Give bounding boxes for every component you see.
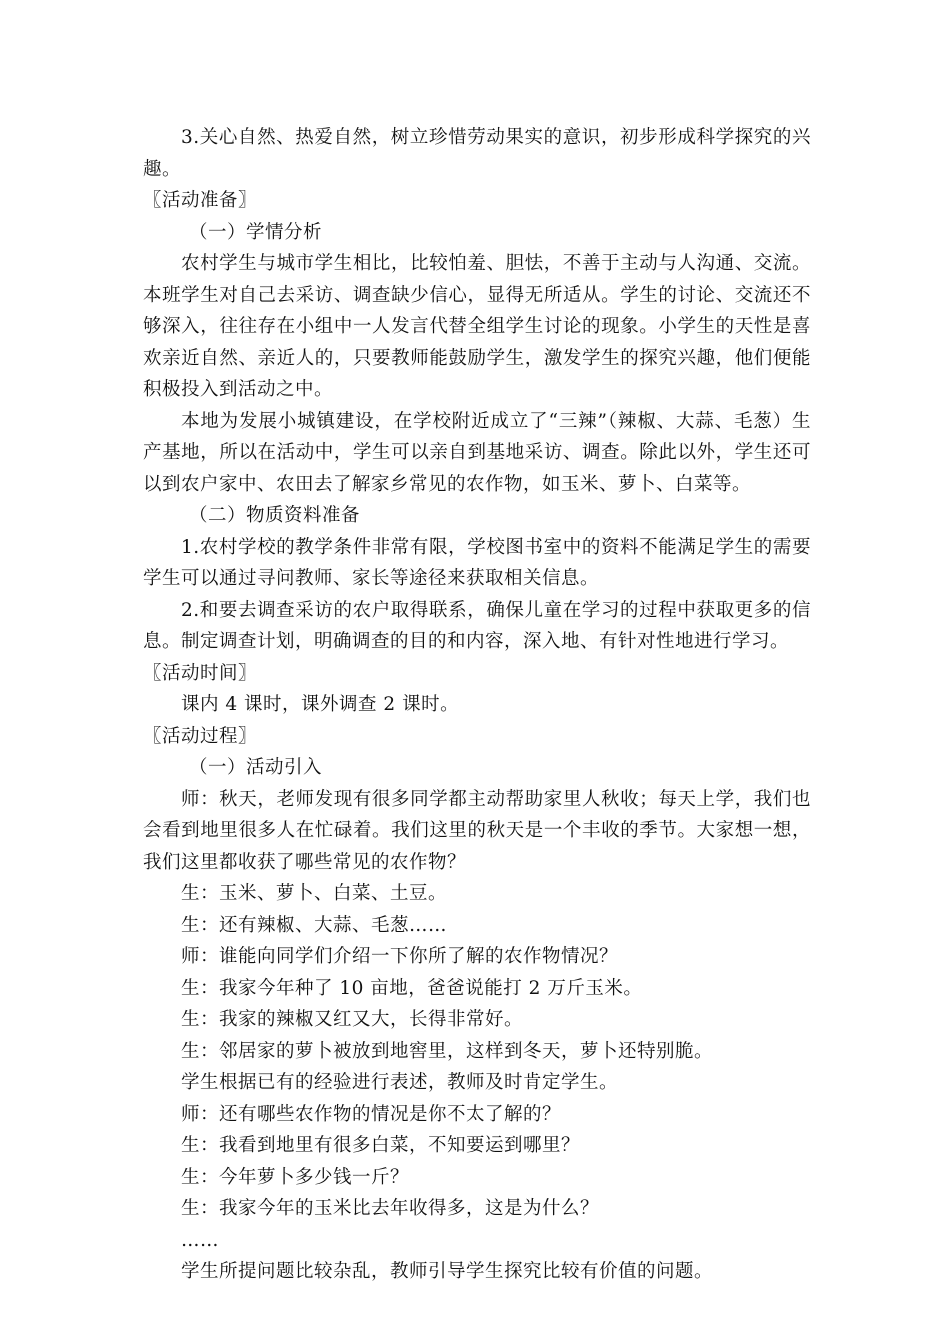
dialogue-line: 生：我家今年种了 10 亩地，爸爸说能打 2 万斤玉米。 — [181, 977, 643, 999]
heading-activity-prep: 〖活动准备〗 — [143, 190, 258, 211]
dialogue-line: 生：我家的辣椒又红又大，长得非常好。 — [181, 1009, 524, 1030]
paragraph-student-analysis: 农村学生与城市学生相比，比较怕羞、胆怯，不善于主动与人沟通、交流。本班学生对自己去采访、调查缺少信心，显得无所适从。学生的讨论、交流还不够深入，往往存在小组中一人发言代替全组学生讨论的现象。小学生的天性是喜欢亲近自然、亲近人的，只要教师能鼓励学生，激发学生的探究兴趣，他们便能积极投入到活动之中。 — [143, 253, 811, 400]
subheading-material-prep: （二）物质资料准备 — [189, 505, 361, 526]
dialogue-line: 生：我家今年的玉米比去年收得多，这是为什么？ — [181, 1198, 600, 1219]
dialogue-line: 生：邻居家的萝卜被放到地窖里，这样到冬天，萝卜还特别脆。 — [181, 1040, 714, 1062]
dialogue-line: 生：我看到地里有很多白菜，不知要运到哪里？ — [181, 1135, 581, 1156]
dialogue-line: 生：玉米、萝卜、白菜、土豆。 — [181, 883, 448, 904]
dialogue-line: 师：秋天，老师发现有很多同学都主动帮助家里人秋收；每天上学，我们也会看到地里很多人在忙碌着。我们这里的秋天是一个丰收的季节。大家想一想，我们这里都收获了哪些常见的农作物？ — [143, 788, 811, 873]
dialogue-line: 生：还有辣椒、大蒜、毛葱…… — [181, 914, 448, 936]
narration-line: 学生所提问题比较杂乱，教师引导学生探究比较有价值的问题。 — [181, 1261, 714, 1282]
ellipsis-line: …… — [181, 1229, 219, 1251]
dialogue-line: 师：谁能向同学们介绍一下你所了解的农作物情况？ — [181, 946, 619, 967]
paragraph-local-base: 本地为发展小城镇建设，在学校附近成立了“三辣”（辣椒、大蒜、毛葱）生产基地，所以在活动中，学生可以亲自到基地采访、调查。除此以外，学生还可以到农户家中、农田去了解家乡常见的农作物，如玉米、萝卜、白菜等。 — [143, 410, 811, 495]
heading-activity-process: 〖活动过程〗 — [143, 725, 258, 747]
narration-line: 学生根据已有的经验进行表述，教师及时肯定学生。 — [181, 1072, 619, 1093]
heading-activity-time: 〖活动时间〗 — [143, 662, 258, 684]
subheading-activity-intro: （一）活动引入 — [189, 757, 323, 778]
objective-3: 3.关心自然、热爱自然，树立珍惜劳动果实的意识，初步形成科学探究的兴趣。 — [143, 127, 811, 180]
paragraph-activity-time: 课内 4 课时，课外调查 2 课时。 — [181, 694, 460, 715]
material-item-1: 1.农村学校的教学条件非常有限，学校图书室中的资料不能满足学生的需要学生可以通过寻问教师、家长等途径来获取相关信息。 — [143, 536, 811, 589]
dialogue-line: 生：今年萝卜多少钱一斤？ — [181, 1166, 410, 1188]
material-item-2: 2.和要去调查采访的农户取得联系，确保儿童在学习的过程中获取更多的信息。制定调查计划，明确调查的目的和内容，深入地、有针对性地进行学习。 — [143, 599, 811, 652]
subheading-student-analysis: （一）学情分析 — [189, 221, 323, 243]
dialogue-line: 师：还有哪些农作物的情况是你不太了解的？ — [181, 1103, 562, 1125]
document-body — [143, 122, 811, 1288]
